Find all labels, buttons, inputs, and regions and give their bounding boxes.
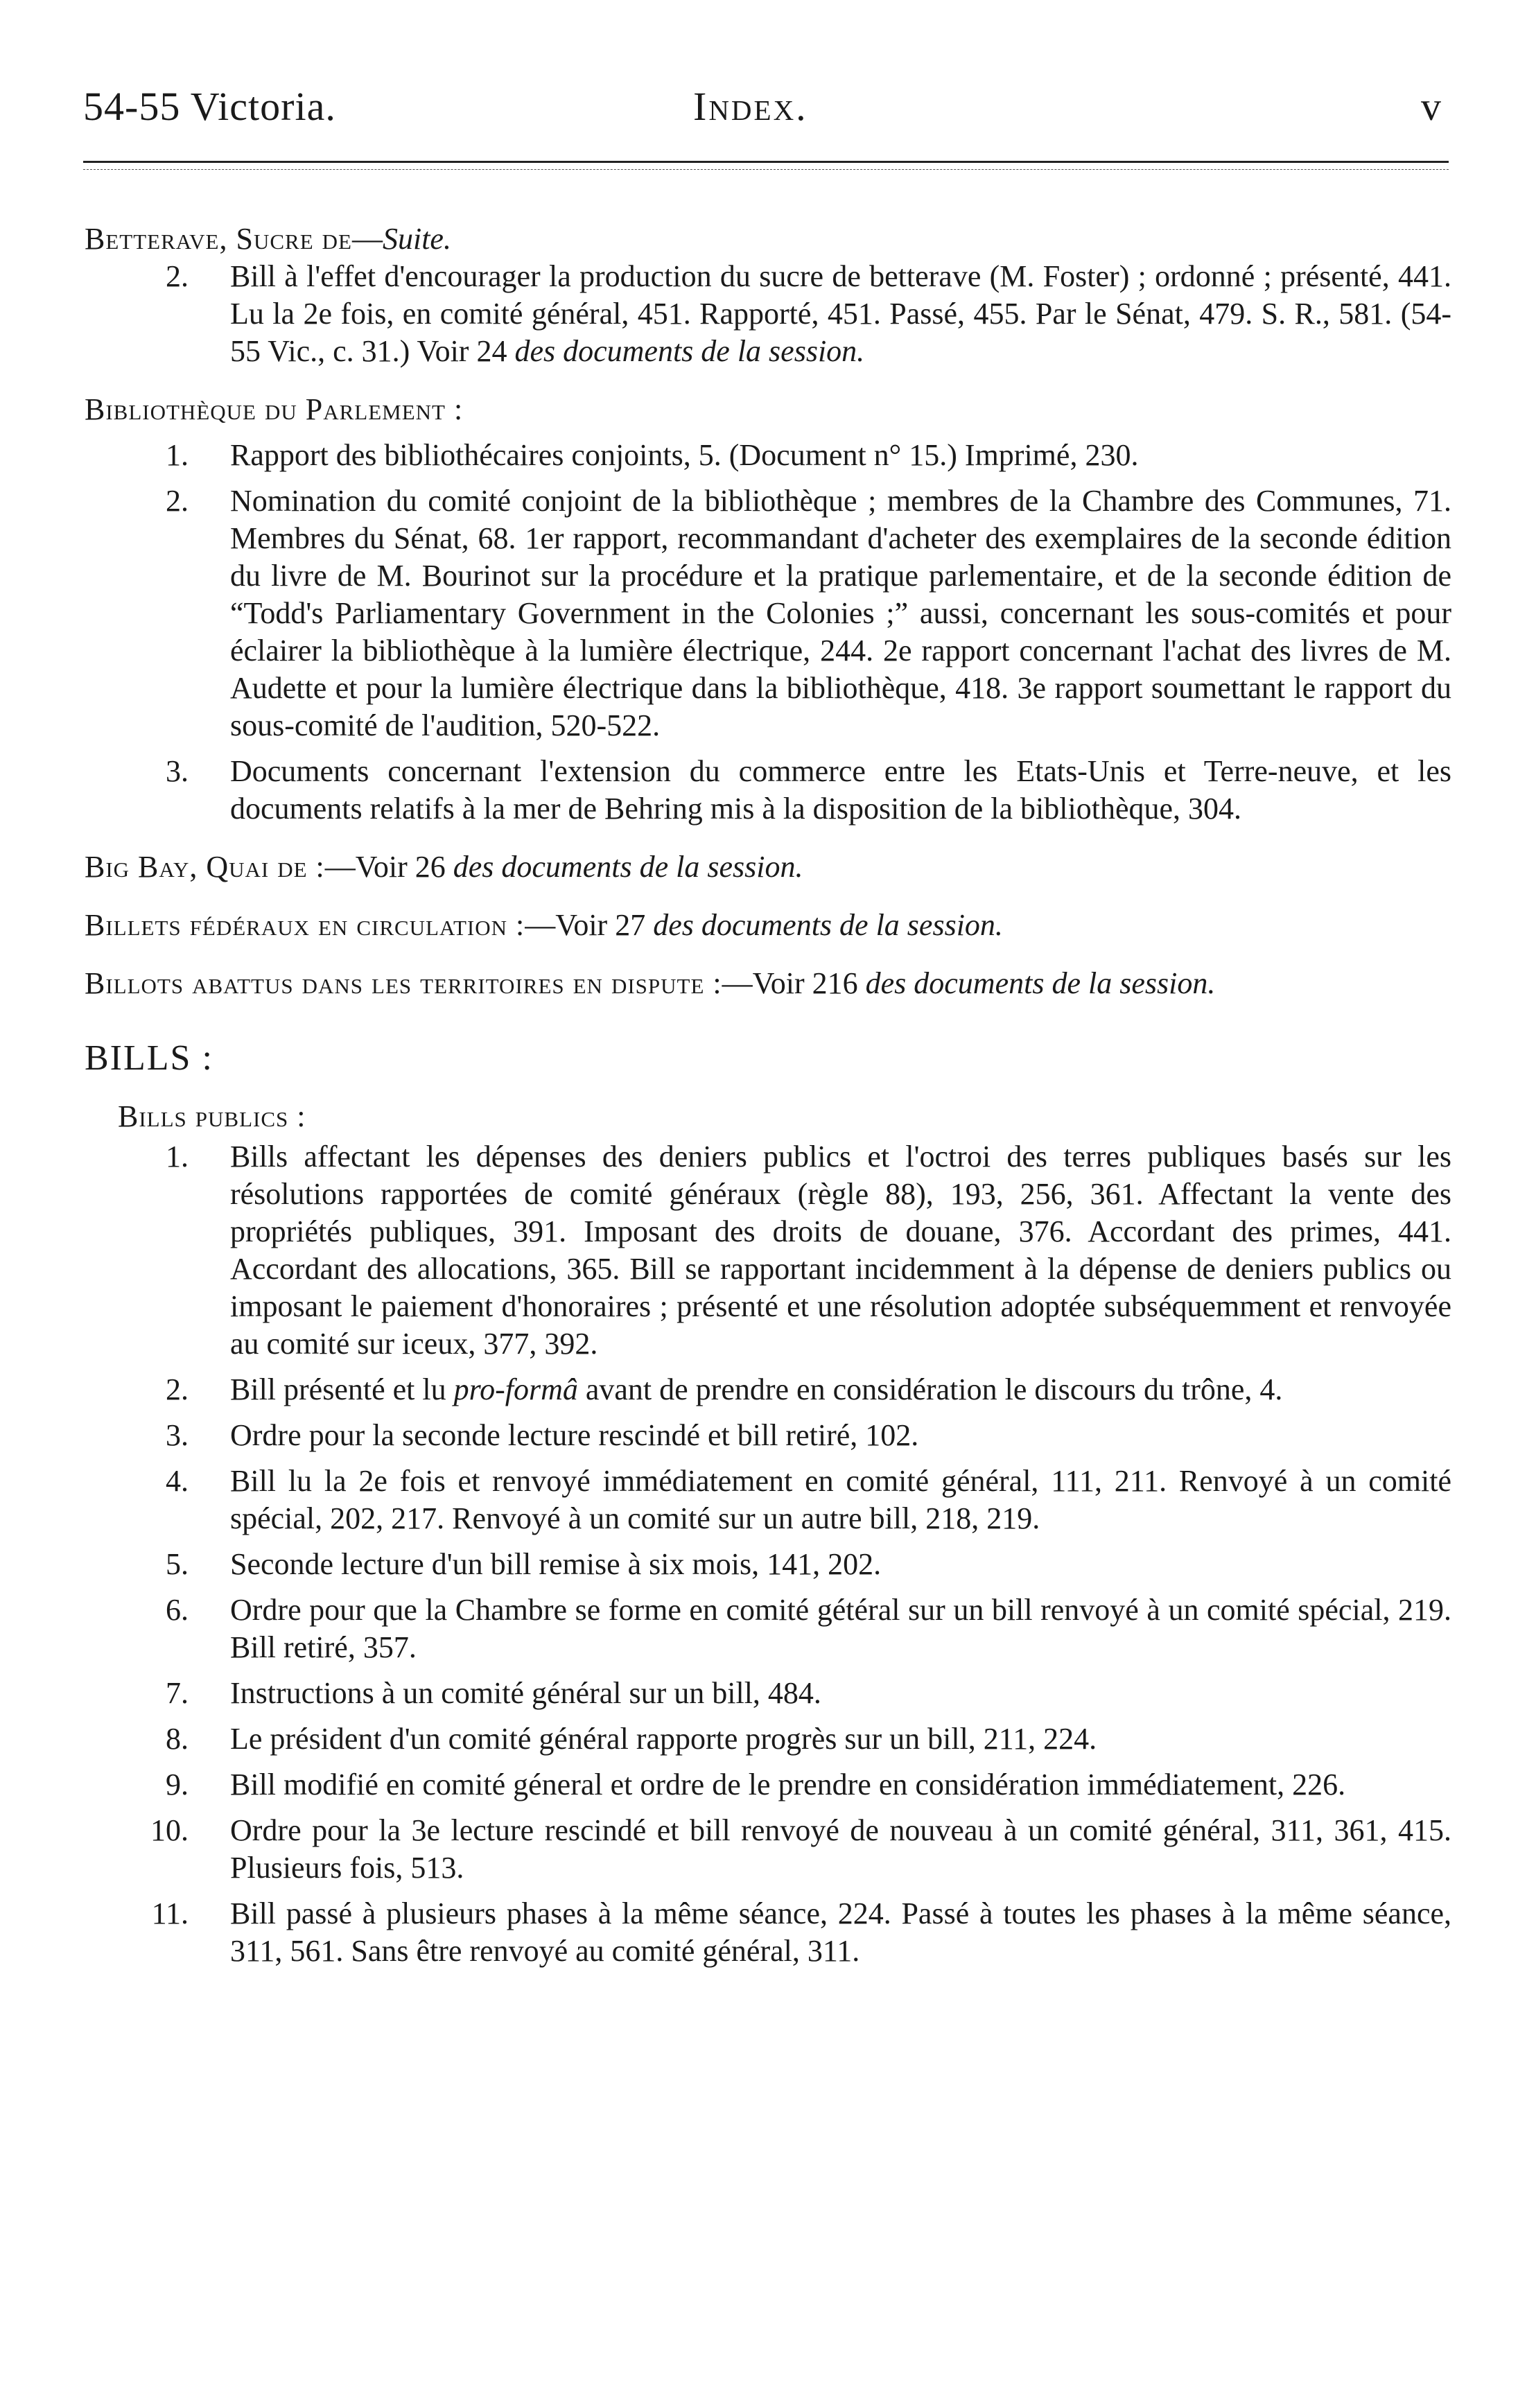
- entry-bills-8: [85, 1720, 1451, 1758]
- entry-text: Documents concernant l'extension du commerce entre les Etats-Unis et Terre-neuve, et les documents relatifs à la mer de Behring mis à la disposition de la bibliothèque, 304.: [230, 754, 1451, 826]
- entry-bills-7: [85, 1675, 1451, 1712]
- entry-bibliotheque-2: [85, 482, 1451, 744]
- heading-billots-ref: —Voir 216: [722, 966, 866, 1000]
- entry-number: 8.: [166, 1722, 189, 1756]
- entry-number: 3.: [166, 1418, 189, 1452]
- heading-big-bay-italic: des documents de la session.: [453, 850, 803, 884]
- heading-big-bay: [85, 848, 1451, 886]
- heading-bills: BILLS :: [85, 1038, 213, 1078]
- entry-number: 2.: [166, 259, 189, 293]
- entry-bills-1: [85, 1138, 1451, 1363]
- entry-text-continued: avant de prendre en considération le discours du trône, 4.: [577, 1372, 1283, 1406]
- running-head: [83, 83, 1442, 139]
- entry-number: 5.: [166, 1547, 189, 1581]
- header-rule-dashed: [83, 169, 1449, 170]
- index-body: [85, 220, 1451, 1970]
- entry-bibliotheque-1: [85, 437, 1451, 474]
- heading-betterave: Betterave, Sucre de—Suite.: [85, 222, 451, 256]
- entry-number: 10.: [150, 1813, 189, 1847]
- entry-number: 7.: [166, 1676, 189, 1710]
- entry-number: 9.: [166, 1768, 189, 1801]
- entry-italic: pro-formâ: [453, 1372, 578, 1406]
- entry-bills-11: [85, 1895, 1451, 1970]
- entry-bills-5: [85, 1546, 1451, 1583]
- entry-text: Ordre pour que la Chambre se forme en comité gétéral sur un bill renvoyé à un comité spécial, 219. Bill retiré, 357.: [230, 1593, 1451, 1664]
- page-number: v: [1421, 84, 1442, 129]
- entry-bills-3: [85, 1417, 1451, 1454]
- heading-betterave-suffix: Suite.: [382, 222, 451, 256]
- entry-text: Rapport des bibliothécaires conjoints, 5. (Document n° 15.) Imprimé, 230.: [230, 438, 1139, 472]
- entry-text: Bills affectant les dépenses des deniers publics et l'octroi des terres publiques basés sur les résolutions rapportées de comité généraux (règle 88), 193, 256, 361. Affectant la vente des propriétés publiques, 391. Imposant des droits de douane, 376. Accordant des primes, 441. Accordant des allocations, 365. Bill se rapportant incidemment à la dépense de deniers publics ou imposant le paiement d'honoraires ; présenté et une résolution adoptée subséquemment et renvoyée au comité sur iceux, 377, 392.: [230, 1140, 1451, 1361]
- entry-number: 4.: [166, 1464, 189, 1498]
- entry-number: 11.: [151, 1896, 189, 1930]
- heading-billots-text: Billots abattus dans les territoires en dispute :: [85, 966, 722, 1000]
- entry-bills-10: [85, 1812, 1451, 1887]
- entry-text: Ordre pour la seconde lecture rescindé et bill retiré, 102.: [230, 1418, 919, 1452]
- heading-billots-italic: des documents de la session.: [865, 966, 1216, 1000]
- heading-billets-ref: —Voir 27: [525, 908, 654, 942]
- heading-big-bay-text: Big Bay, Quai de :: [85, 850, 325, 884]
- entry-text: Ordre pour la 3e lecture rescindé et bill renvoyé de nouveau à un comité général, 311, 361, 415. Plusieurs fois, 513.: [230, 1813, 1451, 1885]
- heading-bibliotheque: [85, 391, 1451, 428]
- entry-text: Instructions à un comité général sur un bill, 484.: [230, 1676, 821, 1710]
- subheading-bills-publics-text: Bills publics :: [118, 1099, 306, 1133]
- volume-label: 54-55 Victoria.: [83, 84, 336, 129]
- heading-big-bay-ref: —Voir 26: [324, 850, 453, 884]
- heading-betterave-text: Betterave, Sucre de: [85, 222, 352, 256]
- entry-number: 1.: [166, 438, 189, 472]
- heading-bibliotheque-text: Bibliothèque du Parlement :: [85, 392, 464, 426]
- heading-billets-text: Billets fédéraux en circulation :: [85, 908, 525, 942]
- entry-number: 1.: [166, 1140, 189, 1174]
- entry-number: 3.: [166, 754, 189, 788]
- page-title: Index.: [693, 84, 808, 129]
- entry-bills-6: [85, 1591, 1451, 1666]
- entry-text: Bill passé à plusieurs phases à la même séance, 224. Passé à toutes les phases à la même séance, 311, 561. Sans être renvoyé au comité général, 311.: [230, 1896, 1451, 1968]
- entry-bills-9: [85, 1766, 1451, 1804]
- entry-text: Le président d'un comité général rapporte progrès sur un bill, 211, 224.: [230, 1722, 1097, 1756]
- heading-billets: [85, 907, 1451, 944]
- header-rule: [83, 161, 1449, 163]
- entry-bills-4: [85, 1463, 1451, 1537]
- entry-bills-2: [85, 1371, 1451, 1408]
- entry-text: Seconde lecture d'un bill remise à six mois, 141, 202.: [230, 1547, 882, 1581]
- entry-text: Bill modifié en comité géneral et ordre de le prendre en considération immédiatement, 226.: [230, 1768, 1346, 1801]
- entry-italic: des documents de la session.: [514, 334, 865, 368]
- entry-text: Bill présenté et lu: [230, 1372, 454, 1406]
- entry-text: Bill lu la 2e fois et renvoyé immédiatement en comité général, 111, 211. Renvoyé à un comité spécial, 202, 217. Renvoyé à un comité sur un autre bill, 218, 219.: [230, 1464, 1451, 1535]
- entry-number: 6.: [166, 1593, 189, 1627]
- subheading-bills-publics: [85, 1098, 1451, 1135]
- entry-betterave-2: [85, 258, 1451, 370]
- entry-text: Nomination du comité conjoint de la bibliothèque ; membres de la Chambre des Communes, 71. Membres du Sénat, 68. 1er rapport, recommandant d'acheter des exemplaires de la seconde édition du livre de M. Bourinot sur la procédure et la pratique parlementaire, et de la seconde édition de “Todd's Parliamentary Government in the Colonies ;” aussi, concernant les sous-comités et pour éclairer la bibliothèque à la lumière électrique, 244. 2e rapport concernant l'achat des livres de M. Audette et pour la lumière électrique dans la bibliothèque, 418. 3e rapport soumettant le rapport du sous-comité de l'audition, 520-522.: [230, 484, 1451, 742]
- heading-billots: [85, 965, 1451, 1002]
- entry-number: 2.: [166, 1372, 189, 1406]
- heading-billets-italic: des documents de la session.: [653, 908, 1003, 942]
- entry-text: Bill à l'effet d'encourager la production du sucre de betterave (M. Foster) ; ordonné ; présenté, 441. Lu la 2e fois, en comité général, 451. Rapporté, 451. Passé, 455. Par le Sénat, 479. S. R., 581. (54-55 Vic., c. 31.) Voir 24: [230, 259, 1451, 368]
- entry-bibliotheque-3: [85, 753, 1451, 828]
- entry-number: 2.: [166, 484, 189, 518]
